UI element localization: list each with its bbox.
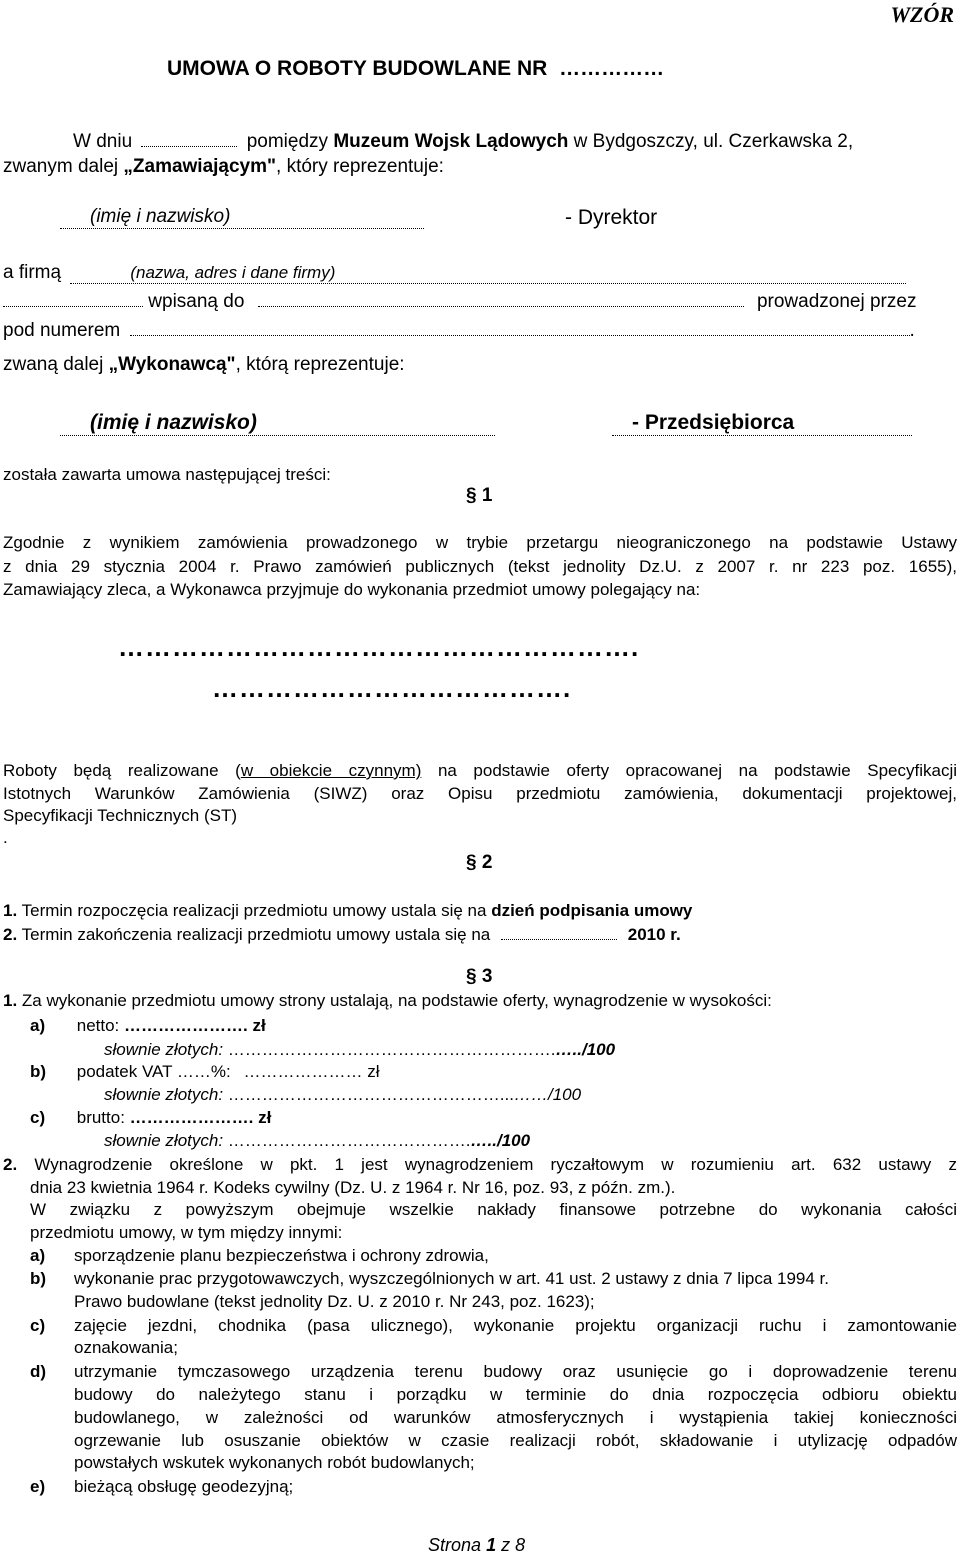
firm-line xyxy=(3,262,906,284)
contractor-representative[interactable] xyxy=(60,411,495,436)
rep1-name-field[interactable]: (imię i nazwisko) xyxy=(60,206,424,229)
item-number: 1. xyxy=(3,901,18,920)
item-letter: c) xyxy=(30,1108,46,1127)
item-letter: b) xyxy=(30,1269,47,1288)
contractor-called-label: zwaną dalej xyxy=(3,354,104,375)
watermark-label: WZÓR xyxy=(890,2,954,27)
section-2-item-1 xyxy=(3,901,692,921)
vat-words-field[interactable]: …………………………………………... xyxy=(227,1085,514,1104)
number-field[interactable] xyxy=(130,335,910,336)
in-words-label: słownie złotych: xyxy=(104,1085,224,1104)
section-2-item-2 xyxy=(3,925,681,945)
number-end: . xyxy=(909,320,915,341)
section-3-item-2-line-2: dnia 23 kwietnia 1964 r. Kodeks cywilny (Dz. U. z 1964 r. Nr 16, poz. 93, z późn. zm.). xyxy=(30,1178,676,1197)
list-item-c-label xyxy=(30,1316,45,1336)
list-item-d-label xyxy=(30,1362,46,1382)
called-label: zwanym dalej xyxy=(3,156,119,177)
list-item-b-line-1: wykonanie prac przygotowawczych, wyszczególnionych w art. 41 ust. 2 ustawy z dnia 7 lipca 1994 r. xyxy=(74,1269,829,1288)
list-item-b-line-2: Prawo budowlane (tekst jednolity Dz. U. z 2010 r. Nr 243, poz. 1623); xyxy=(74,1292,595,1311)
in-words-label: słownie złotych: xyxy=(104,1131,224,1150)
page-number: 1 xyxy=(486,1535,497,1555)
section-3-item-2-line-3: W związku z powyższym obejmuje wszelkie nakłady finansowe potrzebne do wykonania całości xyxy=(30,1200,957,1219)
gross-amount-field[interactable]: …………………. zł xyxy=(129,1108,272,1127)
list-item-d-line-1: utrzymanie tymczasowego urządzenia terenu budowy oraz usunięcie go i doprowadzenie terenu xyxy=(74,1362,957,1381)
item-text: Za wykonanie przedmiotu umowy strony ustalają, na podstawie oferty, wynagrodzenie w wysokości: xyxy=(21,991,772,1010)
net-label-row xyxy=(30,1016,266,1036)
item-text: Wynagrodzenie określone w pkt. 1 jest wynagrodzeniem ryczałtowym w rozumieniu art. 632 ustawy z xyxy=(34,1155,957,1174)
page-label: Strona xyxy=(428,1535,482,1555)
item-text: bieżącą obsługę geodezyjną; xyxy=(74,1477,294,1496)
item-letter: a) xyxy=(30,1016,46,1035)
rep2-role-field[interactable]: - Przedsiębiorca xyxy=(612,411,912,436)
list-item-e xyxy=(30,1477,293,1497)
contractor-represented-label: , którą reprezentuje: xyxy=(235,354,405,375)
contractor-line xyxy=(3,354,405,376)
employer-representative[interactable] xyxy=(60,206,424,229)
list-item-d-line-5: powstałych wskutek wykonanych robót budowlanych; xyxy=(74,1453,475,1472)
section-1-para-2-line-4: . xyxy=(3,828,8,847)
list-item-d-line-2: budowy do należytego stanu i porządku w terminie do dnia rozpoczęcia odbioru obiektu xyxy=(74,1385,957,1404)
subject-dots-2[interactable]: …………………………………. xyxy=(212,673,572,703)
vat-label-row xyxy=(30,1062,380,1082)
list-item-d-line-4: ogrzewanie lub osuszanie obiektów w czasie realizacji robót, składowanie i utylizację odpadów xyxy=(74,1431,957,1450)
item-letter: d) xyxy=(30,1362,47,1381)
rep1-role: - Dyrektor xyxy=(565,206,658,229)
in-words-label: słownie złotych: xyxy=(104,1040,224,1059)
item-letter: c) xyxy=(30,1316,46,1335)
contractor-alias: „Wykonawcą" xyxy=(108,354,236,375)
kept-by-label: prowadzonej przez xyxy=(756,291,917,312)
vat-percent-field[interactable]: ……%: xyxy=(176,1062,231,1081)
list-item-a xyxy=(30,1246,489,1266)
item-text: Termin rozpoczęcia realizacji przedmiotu umowy ustala się na xyxy=(21,901,492,920)
page-of: z xyxy=(501,1535,511,1555)
item-letter: a) xyxy=(30,1246,46,1265)
date-label: W dniu xyxy=(73,131,133,152)
gross-words-row xyxy=(104,1131,530,1151)
net-amount-field[interactable]: …………………. zł xyxy=(124,1016,266,1035)
item-text: sporządzenie planu bezpieczeństwa i ochrony zdrowia, xyxy=(74,1246,489,1265)
list-item-c-line-2: oznakowania; xyxy=(74,1338,178,1357)
page-total: 8 xyxy=(515,1535,526,1555)
vat-label: podatek VAT xyxy=(76,1062,173,1081)
parties-line-1 xyxy=(73,131,853,153)
contract-title xyxy=(167,57,664,81)
rep2-name-field[interactable]: (imię i nazwisko) xyxy=(60,411,495,436)
item-number: 2. xyxy=(3,1155,18,1174)
net-words-row xyxy=(104,1040,615,1060)
net-cents: …../100 xyxy=(555,1040,616,1059)
gross-cents: …../100 xyxy=(470,1131,531,1150)
item-letter: e) xyxy=(30,1477,46,1496)
section-1-line-2: z dnia 29 stycznia 2004 r. Prawo zamówień publicznych (tekst jednolity Dz.U. z 2007 r. nr 223 poz. 1655), xyxy=(3,557,957,576)
list-item-c-line-1: zajęcie jezdni, chodnika (pasa ulicznego), wykonanie projektu organizacji ruchu i zamontowanie xyxy=(74,1316,957,1335)
section-1-line-3: Zamawiający zleca, a Wykonawca przyjmuje do wykonania przedmiot umowy polegający na: xyxy=(3,580,701,599)
p2-underline: w obiekcie czynnym) xyxy=(240,761,422,780)
registry-line xyxy=(3,291,916,313)
end-year: 2010 r. xyxy=(627,925,681,944)
section-1-para-2-line-3: Specyfikacji Technicznych (ST) xyxy=(3,806,237,825)
vat-amount-field[interactable]: ………………… zł xyxy=(243,1062,380,1081)
employer-alias: „Zamawiającym" xyxy=(123,156,277,177)
concluded-text: została zawarta umowa następującej treści: xyxy=(3,465,331,484)
registered-label: wpisaną do xyxy=(148,291,245,312)
employer-name: Muzeum Wojsk Lądowych xyxy=(333,131,569,152)
rep2-role[interactable] xyxy=(612,411,912,436)
section-3-item-2-line-1 xyxy=(3,1155,957,1175)
vat-cents: ……/100 xyxy=(513,1085,582,1104)
represented-by-label: , który reprezentuje: xyxy=(276,156,444,177)
section-3-item-2-line-4: przedmiotu umowy, w tym między innymi: xyxy=(30,1223,343,1242)
section-1-line-1: Zgodnie z wynikiem zamówienia prowadzonego w trybie przetargu nieograniczonego na podstawie Ustawy xyxy=(3,533,957,552)
number-label: pod numerem xyxy=(3,320,121,341)
title-number-dots: …………… xyxy=(559,57,665,80)
item-number: 2. xyxy=(3,925,18,944)
gross-words-field[interactable]: ……………………………………. xyxy=(227,1131,471,1150)
gross-label-row xyxy=(30,1108,271,1128)
subject-dots-1[interactable]: …………………………………………………. xyxy=(118,632,640,662)
between-label: pomiędzy xyxy=(246,131,329,152)
registry-field[interactable] xyxy=(258,306,744,307)
section-2-heading: § 2 xyxy=(466,852,493,873)
item-bold: dzień podpisania umowy xyxy=(491,901,693,920)
item-text: Termin zakończenia realizacji przedmiotu umowy ustala się na xyxy=(21,925,491,944)
date-field[interactable] xyxy=(141,146,237,147)
item-number: 1. xyxy=(3,991,18,1010)
parties-line-2 xyxy=(3,156,444,178)
p2-end: na podstawie oferty opracowanej na podstawie Specyfikacji xyxy=(421,761,958,780)
section-1-para-2-line-1 xyxy=(3,761,957,781)
net-words-field[interactable]: …………………………………………………. xyxy=(227,1040,556,1059)
page-footer xyxy=(428,1535,525,1556)
section-3-item-1 xyxy=(3,991,772,1011)
end-date-field[interactable] xyxy=(501,939,617,940)
p2-start: Roboty będą realizowane ( xyxy=(3,761,241,780)
net-label: netto: xyxy=(76,1016,120,1035)
section-1-heading: § 1 xyxy=(466,485,493,506)
list-item-d-line-3: budowlanego, w zależności od warunków atmosferycznych i wystąpienia takiej konieczności xyxy=(74,1408,957,1427)
number-line xyxy=(3,320,915,342)
list-item-b-label xyxy=(30,1269,46,1289)
gross-label: brutto: xyxy=(76,1108,125,1127)
firm-field[interactable]: (nazwa, adres i dane firmy) xyxy=(70,263,906,284)
item-letter: b) xyxy=(30,1062,47,1081)
employer-address: w Bydgoszczy, ul. Czerkawska 2, xyxy=(573,131,854,152)
vat-words-row xyxy=(104,1085,581,1105)
section-1-para-2-line-2: Istotnych Warunków Zamówienia (SIWZ) oraz Opisu przedmiotu zamówienia, dokumentacji projektowej, xyxy=(3,784,957,803)
section-3-heading: § 3 xyxy=(466,966,493,987)
firm-label: a firmą xyxy=(3,262,62,283)
registry-prefix-field[interactable] xyxy=(3,306,143,307)
title-text: UMOWA O ROBOTY BUDOWLANE NR xyxy=(167,57,548,80)
